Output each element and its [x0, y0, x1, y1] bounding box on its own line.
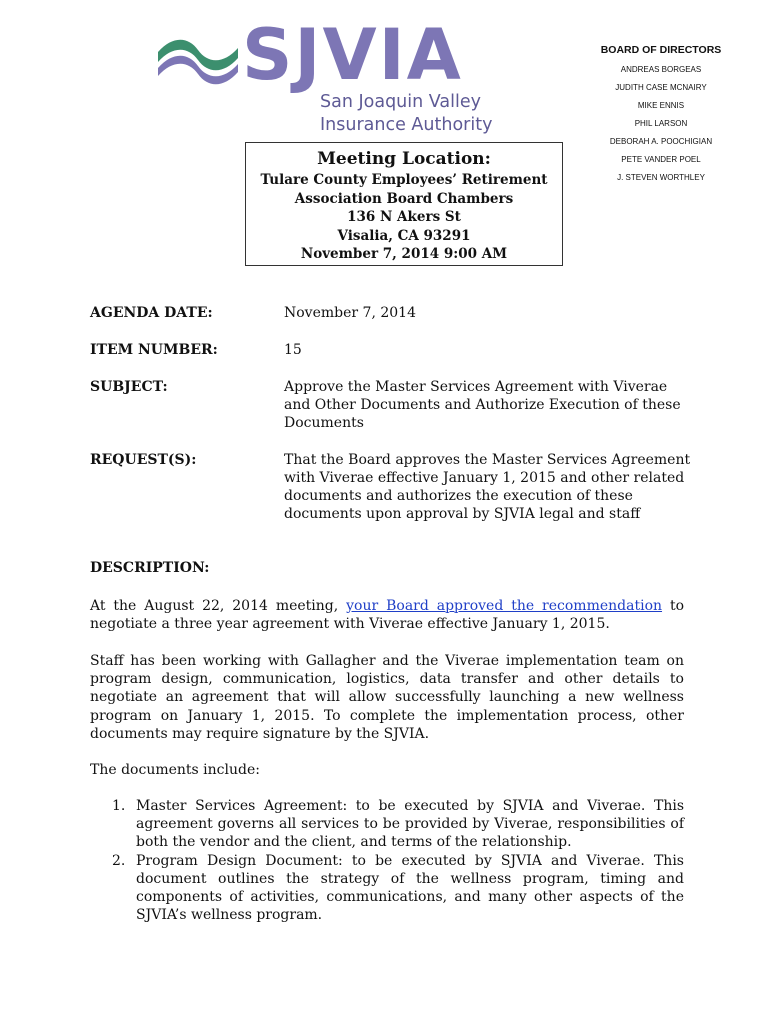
- meeting-line: Association Board Chambers: [294, 190, 514, 207]
- board-of-directors: [592, 44, 730, 191]
- subject-label: SUBJECT:: [90, 379, 168, 395]
- documents-list: [90, 797, 684, 924]
- requests-value: That the Board approves the Master Services Agreement with Viverae effective January 1, 2015 and other related documents and authorizes the execution of these documents upon approval by SJVIA legal and staff: [284, 452, 691, 522]
- paragraph-text: At the August 22, 2014 meeting,: [90, 598, 347, 614]
- board-member: DEBORAH A. POOCHIGIAN: [609, 137, 713, 146]
- meeting-line: Tulare County Employees’ Retirement: [260, 172, 548, 188]
- list-item-number: 1.: [112, 798, 126, 814]
- description-paragraph-3: The documents include:: [90, 762, 260, 778]
- meeting-heading: Meeting Location:: [317, 149, 491, 169]
- list-item: [90, 797, 684, 852]
- logo-subtitle-line2: Insurance Authority: [320, 115, 493, 135]
- board-member: MIKE ENNIS: [637, 101, 685, 110]
- board-recommendation-link[interactable]: your Board approved the recommendation: [346, 598, 663, 614]
- sjvia-logo-mark-icon: [154, 30, 242, 88]
- logo-subtitle-line1: San Joaquin Valley: [320, 92, 481, 112]
- description-paragraph-2: Staff has been working with Gallagher and the Viverae implementation team on program design, communication, logistics, data transfer and other details to negotiate an agreement that will allow successfully launching a new wellness program on January 1, 2015. To complete the implementation process, other documents may require signature by the SJVIA.: [90, 653, 684, 742]
- description-title: DESCRIPTION:: [90, 560, 210, 576]
- sjvia-logo: [150, 14, 510, 144]
- board-member: PHIL LARSON: [634, 119, 688, 128]
- board-title: BOARD OF DIRECTORS: [600, 44, 722, 56]
- list-item-number: 2.: [112, 852, 126, 869]
- subject-value: Approve the Master Services Agreement with Viverae and Other Documents and Authorize Execution of these Documents: [284, 379, 681, 431]
- meeting-line: Visalia, CA 93291: [337, 227, 471, 244]
- agenda-date-label: AGENDA DATE:: [90, 305, 213, 321]
- meeting-location-box: [245, 142, 563, 266]
- board-member: PETE VANDER POEL: [621, 155, 701, 164]
- list-item-text: Master Services Agreement: to be executed by SJVIA and Viverae. This agreement governs all services to be provided by Viverae, responsibilities of both the vendor and the client, and terms of the relationship.: [136, 798, 684, 851]
- list-item: [90, 852, 684, 925]
- logo-wordmark: SJVIA: [242, 14, 463, 96]
- board-member: ANDREAS BORGEAS: [620, 65, 702, 74]
- meeting-line: November 7, 2014 9:00 AM: [300, 246, 508, 262]
- meeting-line: 136 N Akers St: [347, 209, 461, 225]
- board-member: JUDITH CASE MCNAIRY: [615, 83, 707, 92]
- paragraph-text: to negotiate a three year agreement with Viverae effective January 1, 2015.: [90, 598, 685, 633]
- agenda-date-value: November 7, 2014: [284, 305, 416, 321]
- item-number-value: 15: [284, 342, 302, 358]
- list-item-text: Program Design Document: to be executed by SJVIA and Viverae. This document outlines the strategy of the wellness program, timing and components of activities, communications, and many other aspects of the SJVIA’s wellness program.: [136, 852, 684, 924]
- board-member: J. STEVEN WORTHLEY: [617, 173, 705, 182]
- requests-label: REQUEST(S):: [90, 452, 197, 468]
- item-number-label: ITEM NUMBER:: [90, 342, 218, 358]
- description-paragraph-1: [90, 597, 684, 633]
